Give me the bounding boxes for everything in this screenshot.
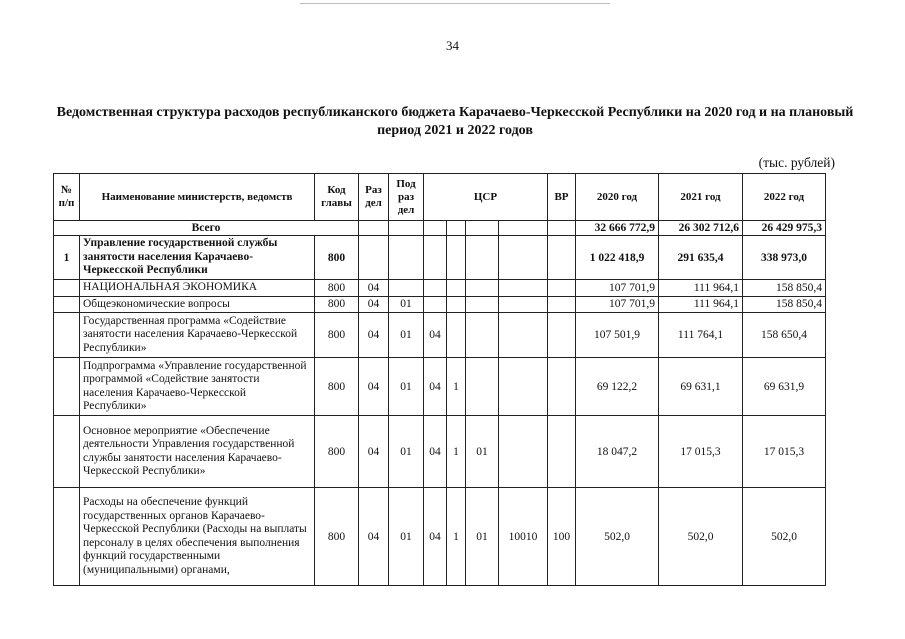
row-podrazdel: 01 [389,296,424,313]
row-2021: 111 764,1 [659,313,743,358]
row-vr: 100 [548,488,576,586]
row-csr-program: 04 [424,416,447,488]
row-razdel [359,236,389,280]
row-csr-direction [499,416,548,488]
row-csr-subprogram [447,280,466,297]
row-vr [548,313,576,358]
row-csr-direction [499,236,548,280]
row-csr-subprogram [447,313,466,358]
table-row [54,313,826,358]
row-num [54,280,80,297]
row-podrazdel: 01 [389,313,424,358]
row-vr [548,296,576,313]
row-2022: 158 850,4 [743,296,826,313]
table-row [54,280,826,297]
row-csr-program [424,296,447,313]
table-row [54,416,826,488]
header-2022: 2022 год [743,174,826,221]
row-code: 800 [315,313,359,358]
row-csr-subprogram: 1 [447,358,466,416]
row-name: НАЦИОНАЛЬНАЯ ЭКОНОМИКА [80,280,315,297]
row-razdel: 04 [359,488,389,586]
row-2021: 291 635,4 [659,236,743,280]
total-label: Всего [54,221,359,236]
row-num [54,313,80,358]
row-razdel: 04 [359,416,389,488]
row-num [54,296,80,313]
total-2022: 26 429 975,3 [743,221,826,236]
row-2021: 17 015,3 [659,416,743,488]
header-razdel: Раз дел [359,174,389,221]
total-row [54,221,826,236]
row-code: 800 [315,358,359,416]
row-csr-subprogram [447,296,466,313]
row-csr-program: 04 [424,358,447,416]
row-razdel: 04 [359,280,389,297]
row-name: Расходы на обеспечение функций государственных органов Карачаево-Черкесской Республики (Расходы на выплаты персоналу в целях обеспечения выполнения функций государственными (муниципальными) органами, [80,488,315,586]
row-2020: 18 047,2 [576,416,659,488]
row-name: Подпрограмма «Управление государственной программой «Содействие занятости населения Карачаево-Черкесской Республики» [80,358,315,416]
row-vr [548,236,576,280]
budget-table [53,173,826,586]
unit-note: (тыс. рублей) [758,155,835,170]
row-csr-program: 04 [424,488,447,586]
table-row [54,488,826,586]
row-csr-program [424,236,447,280]
row-2020: 107 701,9 [576,296,659,313]
row-podrazdel: 01 [389,416,424,488]
row-2021: 502,0 [659,488,743,586]
total-2020: 32 666 772,9 [576,221,659,236]
table-row [54,296,826,313]
row-podrazdel [389,236,424,280]
row-num [54,488,80,586]
row-csr-program: 04 [424,313,447,358]
row-csr-direction [499,296,548,313]
total-2021: 26 302 712,6 [659,221,743,236]
row-vr [548,358,576,416]
row-code: 800 [315,416,359,488]
document-title: Ведомственная структура расходов республиканского бюджета Карачаево-Черкесской Республики на 2020 год и на плановый период 2021 и 2022 годов [56,105,854,138]
row-code: 800 [315,236,359,280]
row-csr-subprogram: 1 [447,488,466,586]
row-csr-event [466,313,499,358]
row-csr-direction: 10010 [499,488,548,586]
header-name: Наименование министерств, ведомств [80,174,315,221]
row-csr-subprogram: 1 [447,416,466,488]
row-2022: 338 973,0 [743,236,826,280]
header-csr: ЦСР [424,174,548,221]
row-vr [548,416,576,488]
row-csr-event [466,236,499,280]
row-name: Государственная программа «Содействие занятости населения Карачаево-Черкесской Республики» [80,313,315,358]
row-2022: 158 850,4 [743,280,826,297]
header-num: № п/п [54,174,80,221]
page-number: 34 [446,38,459,53]
row-csr-subprogram [447,236,466,280]
row-2020: 502,0 [576,488,659,586]
row-code: 800 [315,296,359,313]
row-2022: 17 015,3 [743,416,826,488]
row-csr-event [466,358,499,416]
row-csr-program [424,280,447,297]
row-name: Управление государственной службы занятости населения Карачаево-Черкесской Республики [80,236,315,280]
row-csr-direction [499,280,548,297]
row-2021: 111 964,1 [659,296,743,313]
row-razdel: 04 [359,296,389,313]
header-vr: ВР [548,174,576,221]
row-code: 800 [315,280,359,297]
row-razdel: 04 [359,313,389,358]
row-csr-event [466,280,499,297]
table-header-row [54,174,826,221]
row-csr-event [466,296,499,313]
row-2021: 69 631,1 [659,358,743,416]
row-name: Основное мероприятие «Обеспечение деятельности Управления государственной службы занятости населения Карачаево-Черкесской Республики» [80,416,315,488]
row-csr-event: 01 [466,416,499,488]
row-2021: 111 964,1 [659,280,743,297]
header-code: Код главы [315,174,359,221]
row-podrazdel [389,280,424,297]
row-2022: 502,0 [743,488,826,586]
row-csr-event: 01 [466,488,499,586]
row-2022: 69 631,9 [743,358,826,416]
row-podrazdel: 01 [389,358,424,416]
row-2020: 1 022 418,9 [576,236,659,280]
row-2020: 107 701,9 [576,280,659,297]
table-row [54,236,826,280]
row-num [54,358,80,416]
row-code: 800 [315,488,359,586]
row-vr [548,280,576,297]
header-2021: 2021 год [659,174,743,221]
header-2020: 2020 год [576,174,659,221]
top-rule [300,3,610,4]
row-csr-direction [499,313,548,358]
row-podrazdel: 01 [389,488,424,586]
row-num [54,416,80,488]
table-row [54,358,826,416]
row-csr-direction [499,358,548,416]
header-podrazdel: Под раз дел [389,174,424,221]
row-2022: 158 650,4 [743,313,826,358]
row-2020: 69 122,2 [576,358,659,416]
row-razdel: 04 [359,358,389,416]
row-2020: 107 501,9 [576,313,659,358]
row-num: 1 [54,236,80,280]
row-name: Общеэкономические вопросы [80,296,315,313]
